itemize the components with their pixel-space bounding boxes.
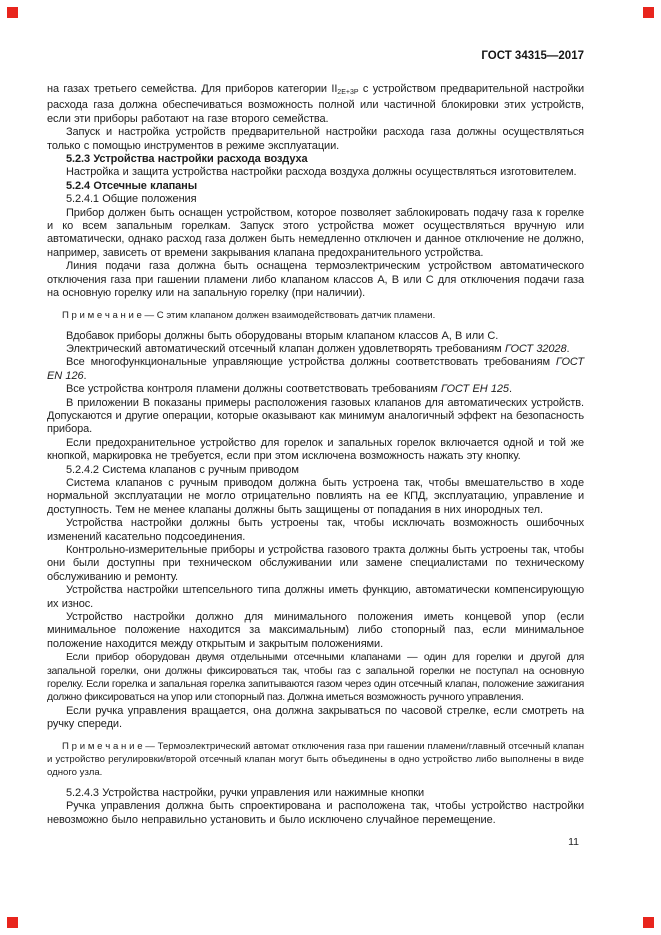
section-heading: 5.2.4 Отсечные клапаны — [66, 179, 198, 192]
paragraph: Прибор должен быть оснащен устройством, которое позволяет заблокировать подачу газа к горелке и ко всем запальным горелкам. Запуск этого устройства может осуществляться вручную или автоматически, однако расход газа должен быть немедленно отключен и данное отключение не должно, например, зависеть от времени закрывания клапана предохранительного устройства. — [47, 206, 584, 259]
paragraph: Устройства настройки должны быть устроены так, чтобы исключать возможность ошибочных изменений касательно подсоединения. — [47, 517, 584, 543]
paragraph: Контрольно-измерительные приборы и устройства газового тракта должны быть устроены так, чтобы они были доступны при техническом обслуживании или замене специалистами по техническому обслуживанию и ремонту. — [47, 544, 584, 583]
note: П р и м е ч а н и е — С этим клапаном должен взаимодействовать датчик пламени. — [62, 309, 436, 321]
running-header: ГОСТ 34315—2017 — [481, 50, 584, 62]
paragraph: Все многофункциональные управляющие устройства должны соответствовать требованиям ГОСТ EN 126. — [47, 356, 584, 382]
paragraph: Если предохранительное устройство для горелок и запальных горелок включается одной и той же кнопкой, маркировка не требуется, если при этом исключена возможность нажать эту кнопку. — [47, 436, 584, 463]
document-body — [47, 83, 584, 827]
corner-marker — [643, 917, 654, 928]
paragraph: на газах третьего семейства. Для приборов категории $II_{2E+3P}$ с устройством предварительной настройки расхода газа должна обеспечиваться возможность полной или частичной блокировки этих устройств, если эти приборы работают на газе второго семейства. — [47, 83, 584, 125]
paragraph: Настройка и защита устройства настройки расхода воздуха должны осуществляться изготовителем. — [66, 166, 577, 179]
corner-marker — [643, 7, 654, 18]
subsection-heading: 5.2.4.3 Устройства настройки, ручки управления или нажимные кнопки — [66, 786, 425, 799]
paragraph: Если ручка управления вращается, она должна закрываться по часовой стрелке, если смотреть на ручку спереди. — [47, 704, 584, 731]
paragraph: Устройства настройки штепсельного типа должны иметь функцию, автоматически компенсирующую их износ. — [47, 584, 584, 610]
subsection-heading: 5.2.4.2 Система клапанов с ручным приводом — [66, 463, 299, 476]
paragraph: Вдобавок приборы должны быть оборудованы вторым клапаном классов А, В или С. — [66, 329, 499, 342]
paragraph: Все устройства контроля пламени должны соответствовать требованиям ГОСТ ЕН 125. — [66, 383, 512, 396]
paragraph: В приложении В показаны примеры расположения газовых клапанов для автоматических устройств. Допускаются и другие операции, которые оказывают как минимум аналогичный эффект на безопасность прибора. — [47, 396, 584, 436]
corner-marker — [7, 917, 18, 928]
paragraph: Электрический автоматический отсечный клапан должен удовлетворять требованиям ГОСТ 32028. — [66, 342, 570, 355]
paragraph: Устройство настройки должно для минимального положения иметь концевой упор (если минимальное положение находится за максимальным) либо стопорный паз, если минимальное положение находится между открытым и закрытым положениями. — [47, 611, 584, 650]
page-number: 11 — [568, 835, 579, 848]
paragraph: Запуск и настройка устройств предварительной настройки расхода газа должны осуществляться только с помощью инструментов в режиме эксплуатации. — [47, 126, 584, 152]
note: П р и м е ч а н и е — Термоэлектрический автомат отключения газа при гашении пламени/главный отсечный клапан и устройство регулировки/второй отсечный клапан могут быть объединены в одно устройство либо выполнены в виде одного узла. — [47, 740, 584, 778]
section-heading: 5.2.3 Устройства настройки расхода воздуха — [66, 153, 308, 166]
paragraph: Система клапанов с ручным приводом должна быть устроена так, чтобы вмешательство в ходе нормальной эксплуатации не могло отрицательно повлиять на ее КПД, эксплуатацию, управление и доступность. Тем не менее клапаны должны быть защищены от попадания в них инородных тел. — [47, 476, 584, 516]
paragraph: Линия подачи газа должна быть оснащена термоэлектрическим устройством автоматического отключения газа при гашении пламени либо клапаном классов А, В или С для отключения подачи газа на основную горелку или на запальную горелку (при наличии). — [47, 260, 584, 300]
paragraph: Ручка управления должна быть спроектирована и расположена так, чтобы устройство настройки невозможно было неправильно установить и было исключено случайное перемещение. — [47, 800, 584, 826]
corner-marker — [7, 7, 18, 18]
subsection-heading: 5.2.4.1 Общие положения — [66, 193, 197, 206]
paragraph: Если прибор оборудован двумя отдельными отсечными клапанами — один для горелки и другой для запальной горелки, они должны фиксироваться так, чтобы газ с запальной горелки не поступал на основную горелку. Если горелка и запальная горелка запитываются газом через один отсечный клапан, положение зажигания должно фиксироваться на упор или стопорный паз. Должна иметься возможность ручного управления. — [47, 651, 584, 704]
document-content — [47, 50, 584, 848]
